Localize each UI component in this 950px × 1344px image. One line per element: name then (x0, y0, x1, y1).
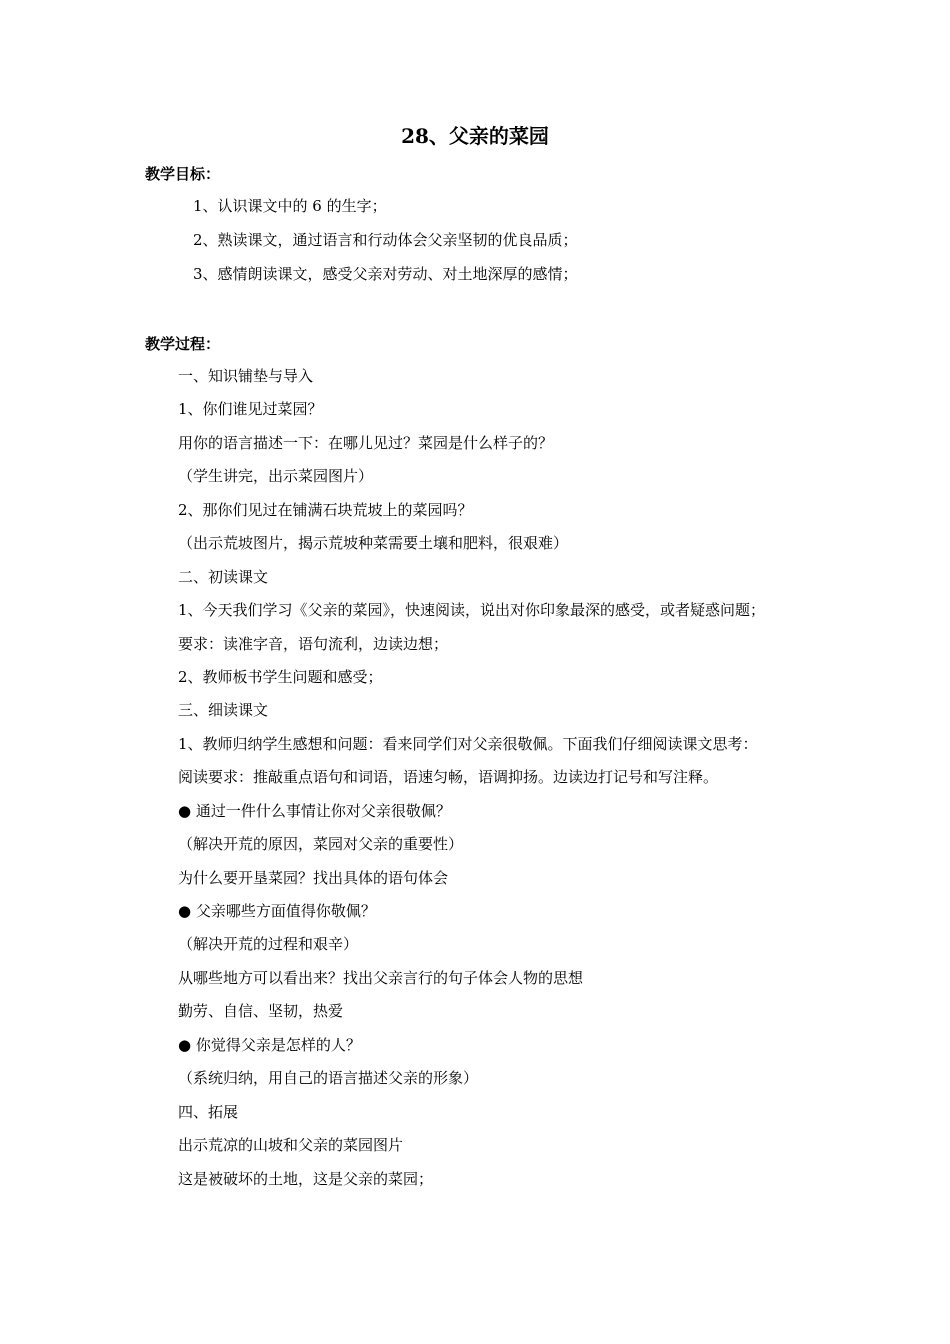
process-line: 四、拓展 (178, 1102, 239, 1121)
process-list (178, 366, 765, 1202)
process-line: 2、那你们见过在铺满石块荒坡上的菜园吗？ (178, 500, 473, 519)
goal-item: 3、感情朗读课文，感受父亲对劳动、对土地深厚的感情； (193, 265, 578, 283)
process-line: 为什么要开垦菜园？找出具体的语句体会 (178, 868, 449, 887)
document-title: 28、父亲的菜园 (401, 124, 549, 148)
process-line: 要求：读准字音，语句流利，边读边想； (178, 634, 449, 653)
goals-list (193, 196, 578, 298)
process-line: （系统归纳，用自己的语言描述父亲的形象） (178, 1069, 479, 1088)
process-line: 1、教师归纳学生感想和问题：看来同学们对父亲很敬佩。下面我们仔细阅读课文思考： (178, 734, 758, 753)
process-line: （解决开荒的原因，菜园对父亲的重要性） (178, 835, 464, 854)
process-line: 用你的语言描述一下：在哪儿见过？菜园是什么样子的？ (178, 433, 554, 452)
goal-item: 2、熟读课文，通过语言和行动体会父亲坚韧的优良品质； (193, 231, 578, 249)
process-line: 二、初读课文 (178, 567, 269, 586)
process-line: （解决开荒的过程和艰辛） (178, 935, 359, 954)
process-line: ● 通过一件什么事情让你对父亲很敬佩？ (178, 801, 451, 820)
goal-item: 1、认识课文中的 6 的生字； (193, 197, 387, 215)
process-heading: 教学过程： (145, 335, 221, 353)
process-line: （出示荒坡图片，揭示荒坡种菜需要土壤和肥料，很艰难） (178, 534, 569, 553)
process-line: （学生讲完，出示菜园图片） (178, 467, 374, 486)
process-line: 阅读要求：推敲重点语句和词语，语速匀畅，语调抑扬。边读边打记号和写注释。 (178, 768, 719, 787)
process-line: 三、细读课文 (178, 701, 269, 720)
process-line: 出示荒凉的山坡和父亲的菜园图片 (178, 1136, 404, 1155)
process-line: 这是被破坏的土地，这是父亲的菜园； (178, 1169, 434, 1188)
process-line: ● 你觉得父亲是怎样的人？ (178, 1035, 361, 1054)
process-line: 从哪些地方可以看出来？找出父亲言行的句子体会人物的思想 (178, 968, 584, 987)
process-line: 2、教师板书学生问题和感受； (178, 667, 383, 686)
process-line: 1、今天我们学习《父亲的菜园》，快速阅读，说出对你印象最深的感受，或者疑惑问题； (178, 601, 766, 620)
process-line: 勤劳、自信、坚韧，热爱 (178, 1002, 344, 1021)
process-line: 1、你们谁见过菜园？ (178, 400, 323, 419)
process-line: ● 父亲哪些方面值得你敬佩？ (178, 902, 376, 920)
process-line: 一、知识铺垫与导入 (178, 367, 314, 385)
goals-heading: 教学目标： (145, 165, 221, 183)
